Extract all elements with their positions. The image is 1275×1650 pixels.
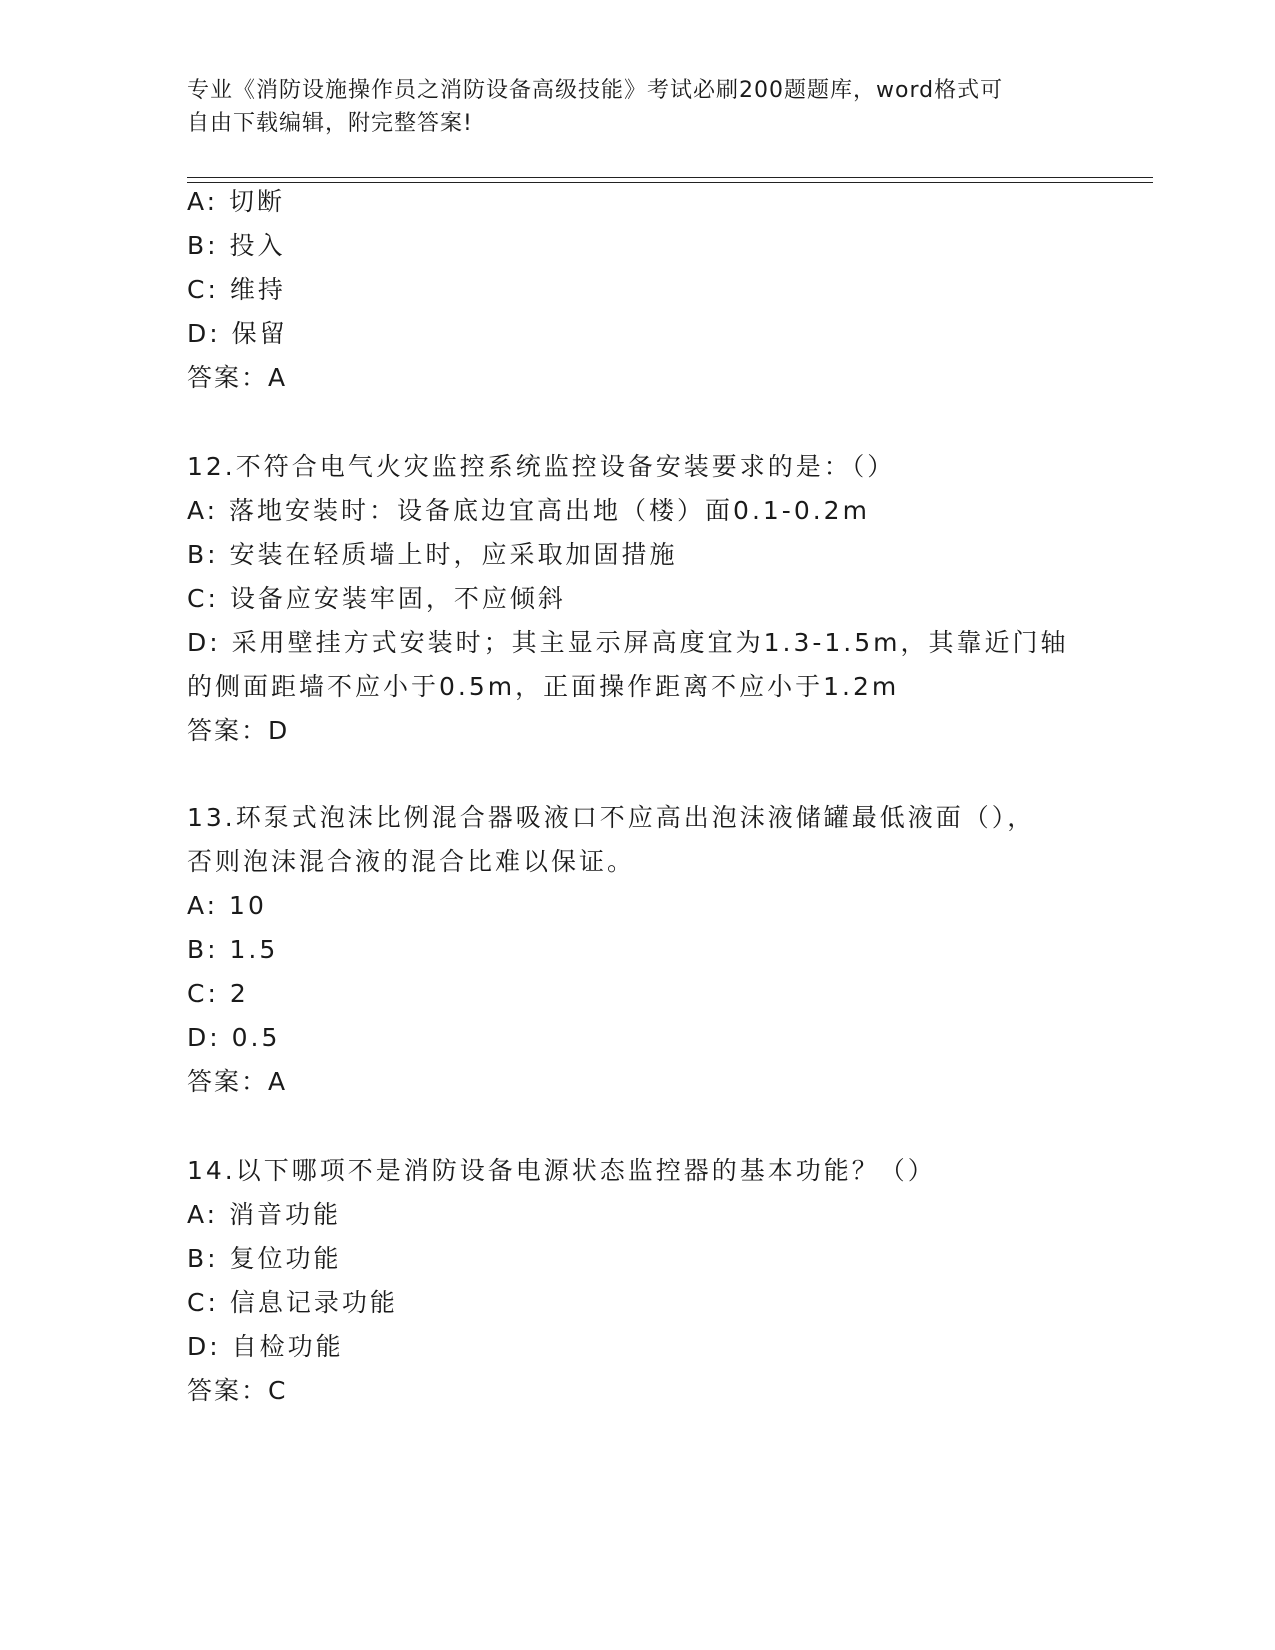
header-line-1: 专业《消防设施操作员之消防设备高级技能》考试必刷200题题库，word格式可 [187,78,1004,103]
q13-option-d: D: 0.5 [187,1023,281,1052]
q13-option-c: C: 2 [187,979,249,1008]
q14-question: 14.以下哪项不是消防设备电源状态监控器的基本功能？（） [187,1156,936,1185]
q11-option-c: C: 维持 [187,275,286,304]
q14-answer: 答案：C [187,1376,288,1405]
q11-answer: 答案：A [187,363,288,392]
q12-option-d: D: 采用壁挂方式安装时；其主显示屏高度宜为1.3-1.5m，其靠近门轴 [187,628,1069,657]
q13-option-b: B: 1.5 [187,935,279,964]
header-divider-top [187,177,1153,178]
q12-answer: 答案：D [187,716,290,745]
header-line-2: 自由下载编辑，附完整答案! [187,111,473,136]
q13-question-line-1: 13.环泵式泡沫比例混合器吸液口不应高出泡沫液储罐最低液面（）， [187,803,1036,832]
q14-option-b: B: 复位功能 [187,1244,342,1273]
q14-option-a: A: 消音功能 [187,1200,342,1229]
q12-option-c: C: 设备应安装牢固，不应倾斜 [187,584,566,613]
q12-question: 12.不符合电气火灾监控系统监控设备安装要求的是：（） [187,452,896,481]
q14-option-c: C: 信息记录功能 [187,1288,398,1317]
q13-answer: 答案：A [187,1067,288,1096]
header-divider-bottom [187,182,1153,183]
q13-option-a: A: 10 [187,891,267,920]
q12-option-d-continued: 的侧面距墙不应小于0.5m，正面操作距离不应小于1.2m [187,672,900,701]
q13-question-line-2: 否则泡沫混合液的混合比难以保证。 [187,847,636,876]
q11-option-d: D: 保留 [187,319,288,348]
q12-option-b: B: 安装在轻质墙上时，应采取加固措施 [187,540,678,569]
q12-option-a: A: 落地安装时：设备底边宜高出地（楼）面0.1-0.2m [187,496,870,525]
document-header [187,74,1067,140]
q11-option-a: A: 切断 [187,187,286,216]
q14-option-d: D: 自检功能 [187,1332,344,1361]
q11-option-b: B: 投入 [187,231,286,260]
